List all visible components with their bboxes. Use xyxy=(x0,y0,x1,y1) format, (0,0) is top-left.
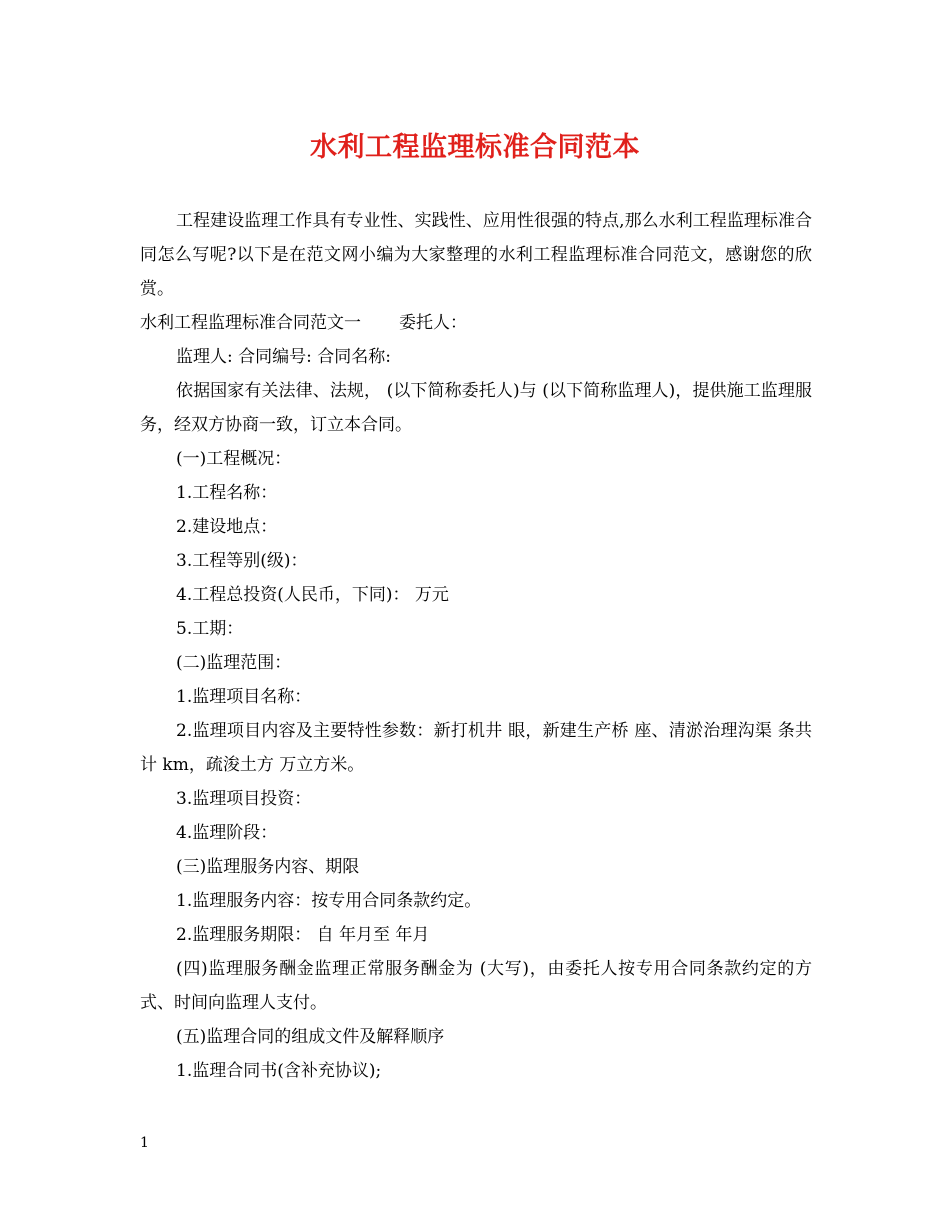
list-item: 5.工期： xyxy=(176,619,244,639)
list-item: 2.建设地点： xyxy=(176,517,278,537)
document-body xyxy=(140,204,812,1088)
paragraph-supervision-scope: (二)监理范围： xyxy=(176,653,292,673)
list-item: 4.工程总投资(人民币，下同)： 万元 xyxy=(176,585,449,605)
paragraph-section-heading xyxy=(140,306,812,340)
paragraph-intro: 工程建设监理工作具有专业性、实践性、应用性很强的特点,那么水利工程监理标准合同怎么写呢?以下是在范文网小编为大家整理的水利工程监理标准合同范文，感谢您的欣赏。 xyxy=(140,211,812,299)
paragraph-supervisor-line: 监理人: 合同编号: 合同名称: xyxy=(176,347,391,367)
list-item: 1.监理合同书(含补充协议); xyxy=(176,1061,382,1081)
list-item: 1.监理项目名称： xyxy=(176,687,312,707)
list-item: 4.监理阶段： xyxy=(176,823,278,843)
paragraph-remuneration: (四)监理服务酬金监理正常服务酬金为 (大写)，由委托人按专用合同条款约定的方式、时间向监理人支付。 xyxy=(140,959,812,1013)
page-number: 1 xyxy=(140,1135,149,1151)
list-item: 1.工程名称： xyxy=(176,483,278,503)
paragraph-service-content: (三)监理服务内容、期限 xyxy=(176,857,360,877)
list-item: 1.监理服务内容：按专用合同条款约定。 xyxy=(176,891,482,911)
document-title: 水利工程监理标准合同范本 xyxy=(310,132,640,163)
paragraph-basis: 依据国家有关法律、法规， (以下简称委托人)与 (以下简称监理人)，提供施工监理服务，经双方协商一致，订立本合同。 xyxy=(140,381,812,435)
list-item: 2.监理服务期限： 自 年月至 年月 xyxy=(176,925,430,945)
list-item: 3.工程等别(级)： xyxy=(176,551,308,571)
section-heading-tail: 委托人： xyxy=(399,313,467,333)
paragraph-contract-documents: (五)监理合同的组成文件及解释顺序 xyxy=(176,1027,445,1047)
list-item: 2.监理项目内容及主要特性参数：新打机井 眼，新建生产桥 座、清淤治理沟渠 条共计 km，疏浚土方 万立方米。 xyxy=(140,721,812,775)
list-item: 3.监理项目投资： xyxy=(176,789,312,809)
section-heading-text: 水利工程监理标准合同范文一 xyxy=(140,313,361,333)
paragraph-project-overview: (一)工程概况： xyxy=(176,449,292,469)
